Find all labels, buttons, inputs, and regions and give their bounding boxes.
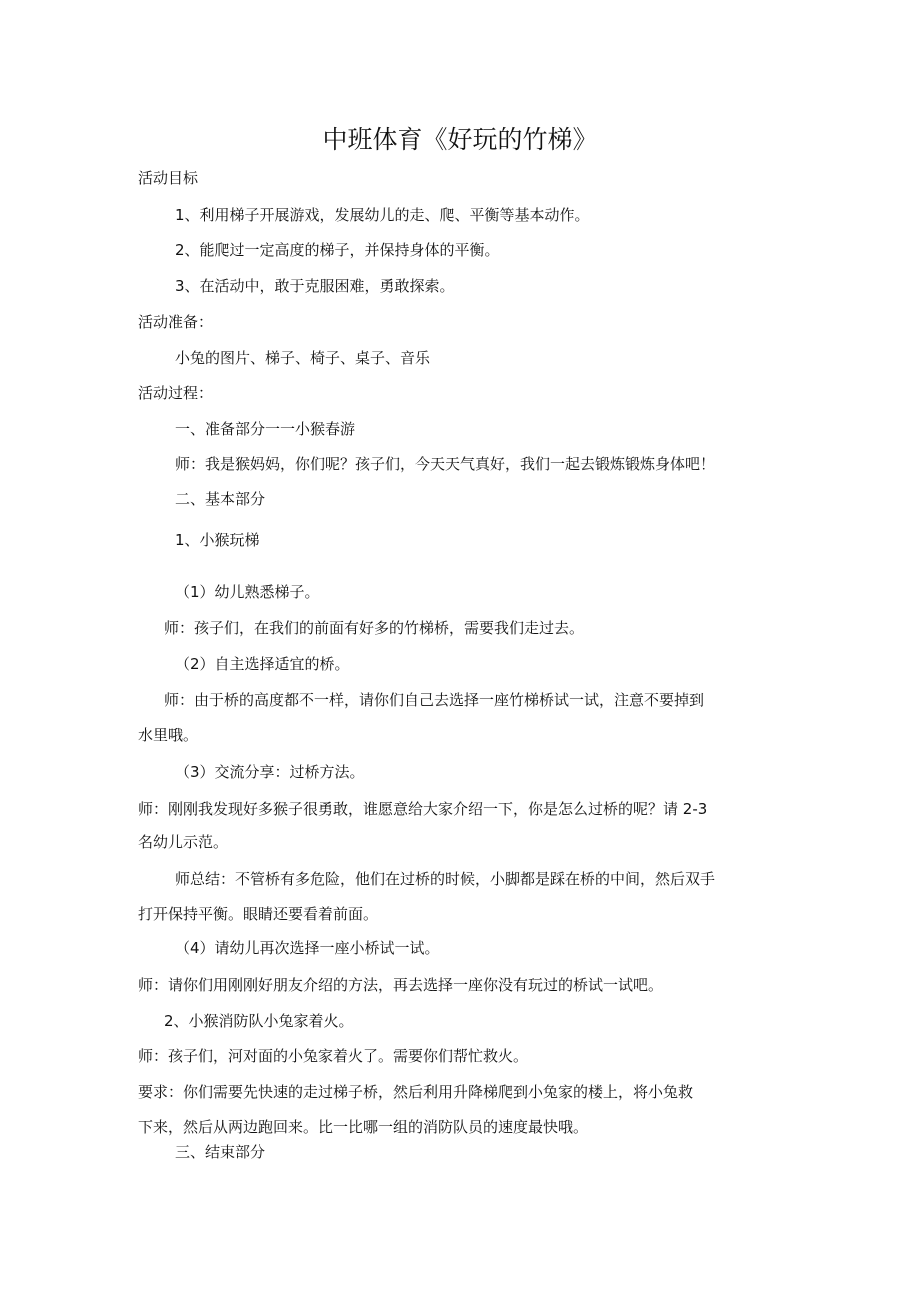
process-subheading-2: 2、小猴消防队小兔家着火。 [164,1012,354,1030]
process-part-1-heading: 一、准备部分一一小猴春游 [175,420,356,438]
process-part-3-heading: 三、结束部分 [175,1143,266,1161]
section-heading-preparation: 活动准备： [138,313,214,331]
step-2-text-line-1: 师：由于桥的高度都不一样，请你们自己去选择一座竹梯桥试一试，注意不要掉到 [164,691,705,709]
step-2-heading: （2）自主选择适宜的桥。 [175,655,350,673]
step-3-text-line-1: 师：刚刚我发现好多猴子很勇敢，谁愿意给大家介绍一下，你是怎么过桥的呢？请 2-3 [138,800,708,818]
process-subheading-1: 1、小猴玩梯 [175,531,260,549]
fire-scenario-text: 师：孩子们，河对面的小兔家着火了。需要你们帮忙救火。 [138,1047,529,1065]
step-2-text-line-2: 水里哦。 [138,726,199,744]
step-1-text: 师：孩子们，在我们的前面有好多的竹梯桥，需要我们走过去。 [164,619,585,637]
goal-item-3: 3、在活动中，敢于克服困难，勇敢探索。 [175,277,455,295]
step-1-heading: （1）幼儿熟悉梯子。 [175,583,320,601]
step-3-text-line-2: 名幼儿示范。 [138,833,229,851]
section-heading-process: 活动过程： [138,384,214,402]
section-heading-goals: 活动目标 [138,169,199,187]
requirements-line-2: 下来，然后从两边跑回来。比一比哪一组的消防队员的速度最快哦。 [138,1118,589,1136]
step-4-heading: （4）请幼儿再次选择一座小桥试一试。 [175,939,440,957]
process-part-1-text: 师：我是猴妈妈，你们呢？孩子们，今天天气真好，我们一起去锻炼锻炼身体吧！ [175,455,716,473]
step-3-heading: （3）交流分享：过桥方法。 [175,763,365,781]
goal-item-2: 2、能爬过一定高度的梯子，并保持身体的平衡。 [175,241,500,259]
summary-line-2: 打开保持平衡。眼睛还要看着前面。 [138,905,379,923]
preparation-materials: 小兔的图片、梯子、椅子、桌子、音乐 [175,349,431,367]
requirements-line-1: 要求：你们需要先快速的走过梯子桥，然后利用升降梯爬到小兔家的楼上，将小兔救 [138,1083,694,1101]
process-part-2-heading: 二、基本部分 [175,490,266,508]
goal-item-1: 1、利用梯子开展游戏，发展幼儿的走、爬、平衡等基本动作。 [175,206,590,224]
summary-line-1: 师总结：不管桥有多危险，他们在过桥的时候，小脚都是踩在桥的中间，然后双手 [175,870,716,888]
step-4-text: 师：请你们用刚刚好朋友介绍的方法，再去选择一座你没有玩过的桥试一试吧。 [138,976,664,994]
document-title: 中班体育《好玩的竹梯》 [322,125,598,154]
